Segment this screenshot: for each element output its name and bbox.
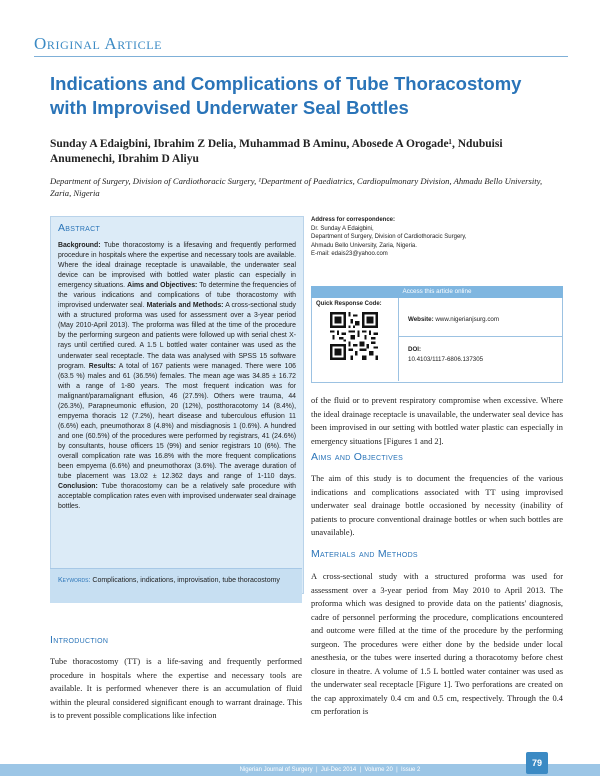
conclusion-text: Tube thoracostomy can be a relatively safe procedure with acceptable complication rates even with improvised underwater seal drainage bottles. xyxy=(58,483,296,511)
footer-volume: Volume 20 xyxy=(364,767,393,773)
correspondence-name: Dr. Sunday A Edaigbini, xyxy=(311,225,374,232)
keywords xyxy=(58,576,296,586)
abstract-text xyxy=(58,241,296,512)
article-type: Original Article xyxy=(34,34,163,53)
doi xyxy=(408,345,483,364)
footer-citation: Nigerian Journal of Surgery | Jul-Dec 2014 | Volume 20 | Issue 2 xyxy=(239,767,421,773)
results-text: A total of 167 patients were managed. There were 106 (63.5 %) males and 61 (36.5%) females. The mean age was 34.85 ± 16.72 with a range of 1-80 years. The most frequent indication was for malignant/paramalignant effusion, 46 (27.5%). Others were trauma, 44 (26.3%), Parapneumonic effusion, 20 (12%), postthoracotomy 14 (8.4%), empyema thoracis 12 (7.2%), heart disease and tuberculous effusion 11 (6.6%) each, pneumothorax 8 (4.8%) and misdiagnosis 1 (0.6%). A hundred and one (60.5%) of the procedures were performed by registrars, 41 (24.6%) by consultants, house officers 15 (9%) and senior registrars 10 (6%). The overall complication rate was 16.8% with the more frequent complications been empyema (6.6%) and pneumothorax (3.6%). The average duration of tube placement was 13.02 ± 12.362 days and range of 1-110 days. xyxy=(58,362,296,481)
methods-label: Materials and Methods: xyxy=(146,302,224,310)
correspondence-address xyxy=(311,216,561,259)
correspondence-email[interactable]: E-mail: edais23@yahoo.com xyxy=(311,251,388,258)
background-label: Background: xyxy=(58,242,101,249)
qr-code-icon[interactable] xyxy=(330,312,378,360)
aims-body: The aim of this study is to document the frequencies of the various indications and complications associated with TT using improvised underwater seal drainage bottle occasioned by necessity (inability of patients to procure conventional drainage bottles or when such bottles are unavailable). xyxy=(311,474,563,537)
page-number: 79 xyxy=(526,752,548,774)
introduction-body: Tube thoracostomy (TT) is a life-saving and frequently performed procedure in hospitals where the expertise and necessary tools are available. It is performed whenever there is an accumulation of fluid within the pleural considered significant enough to warrant drainage. This is to prevent possible complications like infection xyxy=(50,657,302,720)
methods-text: A cross-sectional study with a structured proforma was used for assessment over a 3-year period (May 2010-April 2013). The proforma was filled at the time of the procedure by the performing surgeon and patients were followed up with serial chest X-rays until certified cured. A 1.5 L bottled water container was used as the underwater seal receptacle. The data was analysed with SPSS 15 software program. xyxy=(58,302,296,370)
right-column-continuation: of the fluid or to prevent respiratory compromise when excessive. Where the ideal drainage receptacle is unavailable, the underwater seal device has been improvised in our setting with bottled water plastic can especially in emergency situations [Figures 1 and 2]. xyxy=(311,396,563,446)
aims-text: To determine the frequencies of the various indications and complications of tube thoracostomy with improvised underwater seal. xyxy=(58,282,297,310)
methods-body: A cross-sectional study with a structured proforma was used for assessment over a 3-year period from May 2010 to April 2013. The proforma which was designed to provide data on the patients' diagnosis, cadre of personnel performing the procedure, complications encountered and outcome were filled at the time of the procedure by the performing surgeon. The procedures were either done by the bedside under local anesthesia, or the tubes were inserted during a thoracotomy before chest closure in theatre. A volume of 1.5 L bottled water container was used as the underwater seal receptacle [Figure 1]. Two perforations are created on the cap approximately 0.4 cm and 0.5 cm, respectively. Through the 0.4 cm perforation is xyxy=(311,572,563,716)
footer-journal: Nigerian Journal of Surgery xyxy=(239,767,313,773)
header-rule xyxy=(34,56,568,57)
correspondence-inst: Ahmadu Bello University, Zaria, Nigeria. xyxy=(311,242,417,249)
website-url[interactable]: www.nigerianjsurg.com xyxy=(435,316,500,323)
keywords-text: Complications, indications, improvisation, tube thoracostomy xyxy=(92,577,280,584)
introduction-heading: Introduction xyxy=(50,634,109,646)
website[interactable] xyxy=(408,316,499,323)
access-divider-horizontal xyxy=(398,336,562,337)
aims-heading: Aims and Objectives xyxy=(311,451,404,463)
footer-issue: Issue 2 xyxy=(401,767,421,773)
background-text: Tube thoracostomy is a lifesaving and frequently performed procedure in hospitals where the expertise and necessary tools are available. Where the ideal drainage receptacle is unavailable, the underwater seal device can be improvised with bottled water plastic can especially in emergency situations. xyxy=(58,242,296,290)
footer-date: Jul-Dec 2014 xyxy=(320,767,357,773)
correspondence-dept: Department of Surgery, Division of Cardiothoracic Surgery, xyxy=(311,234,467,241)
doi-value[interactable]: 10.4103/1117-6806.137305 xyxy=(408,355,484,363)
methods-heading: Materials and Methods xyxy=(311,548,418,560)
authors: Sunday A Edaigbini, Ibrahim Z Delia, Muhammad B Aminu, Abosede A Orogade¹, Ndubuisi Anumenechi, Ibrahim D Aliyu xyxy=(50,138,503,165)
article-title: Indications and Complications of Tube Thoracostomy with Improvised Underwater Seal Bottles xyxy=(50,73,522,118)
correspondence-label: Address for correspondence: xyxy=(311,217,396,223)
aims-label: Aims and Objectives: xyxy=(127,282,198,290)
website-label: Website: xyxy=(408,316,434,323)
access-divider-vertical xyxy=(398,298,399,381)
abstract-heading: Abstract xyxy=(58,222,101,234)
results-label: Results: xyxy=(88,362,116,370)
qr-label: Quick Response Code: xyxy=(316,301,382,307)
affiliation: Department of Surgery, Division of Cardiothoracic Surgery, ¹Department of Paediatrics, Cardiopulmonary Division, Ahmadu Bello University, Zaria, Nigeria xyxy=(50,176,543,198)
keywords-label: Keywords: xyxy=(58,577,91,584)
doi-label: DOI: xyxy=(408,346,422,353)
conclusion-label: Conclusion: xyxy=(58,483,98,491)
access-heading: Access this article online xyxy=(311,286,563,298)
